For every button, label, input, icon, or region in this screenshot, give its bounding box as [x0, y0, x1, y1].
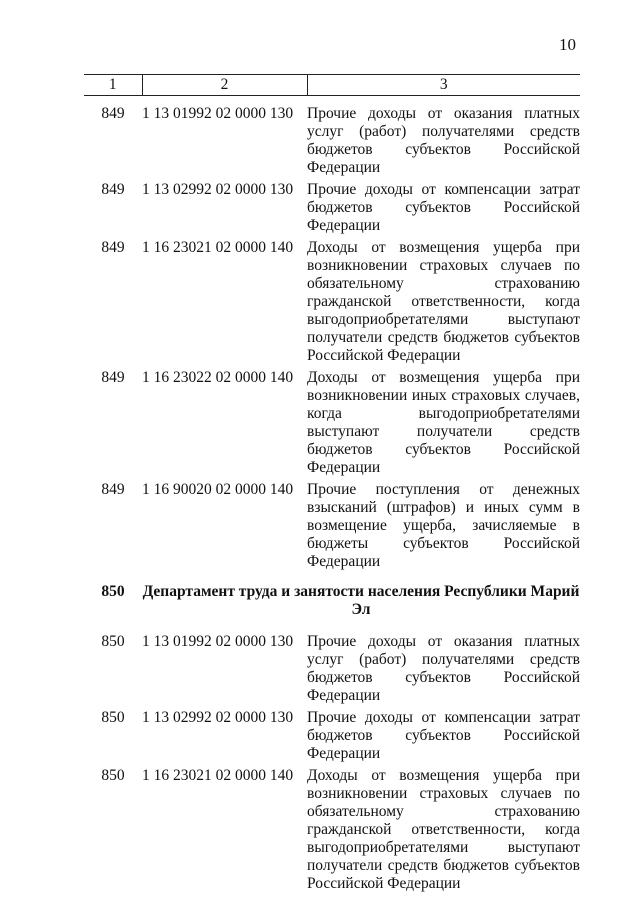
revenue-description: Прочие доходы от компенсации затрат бюджетов субъектов Российской Федерации — [307, 709, 580, 762]
table-row — [84, 633, 580, 709]
column-header-code: 2 — [142, 75, 307, 96]
revenue-description: Прочие доходы от компенсации затрат бюджетов субъектов Российской Федерации — [307, 181, 580, 234]
table-header-row — [84, 75, 580, 96]
page-number: 10 — [559, 35, 576, 54]
column-header-chapter: 1 — [84, 75, 142, 96]
revenue-code: 1 13 01992 02 0000 130 — [142, 105, 294, 122]
table-row — [84, 181, 580, 239]
revenue-code: 1 16 23021 02 0000 140 — [142, 239, 294, 256]
table-row — [84, 105, 580, 181]
table-row — [84, 481, 580, 575]
chapter-code: 849 — [101, 239, 125, 256]
chapter-code: 849 — [101, 481, 125, 498]
chapter-code: 849 — [101, 181, 125, 198]
revenue-description: Доходы от возмещения ущерба при возникновении страховых случаев по обязательному страхованию гражданской ответственности, когда выгодоприобретателями выступают получатели средств бюджетов субъектов Российской Федерации — [307, 239, 580, 364]
revenue-codes-table — [84, 74, 580, 897]
department-name: Департамент труда и занятости населения Республики Марий Эл — [142, 583, 580, 618]
revenue-code: 1 13 01992 02 0000 130 — [142, 633, 294, 650]
revenue-description: Прочие доходы от оказания платных услуг (работ) получателями средств бюджетов субъектов Российской Федерации — [307, 105, 580, 176]
table-row — [84, 239, 580, 369]
revenue-code: 1 13 02992 02 0000 130 — [142, 181, 294, 198]
revenue-code: 1 13 02992 02 0000 130 — [142, 709, 294, 726]
table-body — [84, 96, 580, 898]
table-row — [84, 369, 580, 481]
chapter-code: 850 — [101, 633, 125, 650]
revenue-description: Прочие поступления от денежных взысканий (штрафов) и иных сумм в возмещение ущерба, зачисляемые в бюджеты субъектов Российской Федерации — [307, 481, 580, 570]
table-row — [84, 767, 580, 897]
revenue-code: 1 16 90020 02 0000 140 — [142, 481, 294, 498]
department-heading-row — [84, 575, 580, 633]
chapter-code: 850 — [101, 583, 125, 600]
revenue-description: Доходы от возмещения ущерба при возникновении иных страховых случаев, когда выгодоприобретателями выступают получатели средств бюджетов субъектов Российской Федерации — [307, 369, 580, 476]
chapter-code: 850 — [101, 709, 125, 726]
chapter-code: 849 — [101, 369, 125, 386]
chapter-code: 850 — [101, 767, 125, 784]
revenue-code: 1 16 23022 02 0000 140 — [142, 369, 294, 386]
revenue-description: Доходы от возмещения ущерба при возникновении страховых случаев по обязательному страхованию гражданской ответственности, когда выгодоприобретателями выступают получатели средств бюджетов субъектов Российской Федерации — [307, 767, 580, 892]
table-row — [84, 709, 580, 767]
column-header-description: 3 — [307, 75, 580, 96]
chapter-code: 849 — [101, 105, 125, 122]
revenue-description: Прочие доходы от оказания платных услуг (работ) получателями средств бюджетов субъектов Российской Федерации — [307, 633, 580, 704]
revenue-code: 1 16 23021 02 0000 140 — [142, 767, 294, 784]
